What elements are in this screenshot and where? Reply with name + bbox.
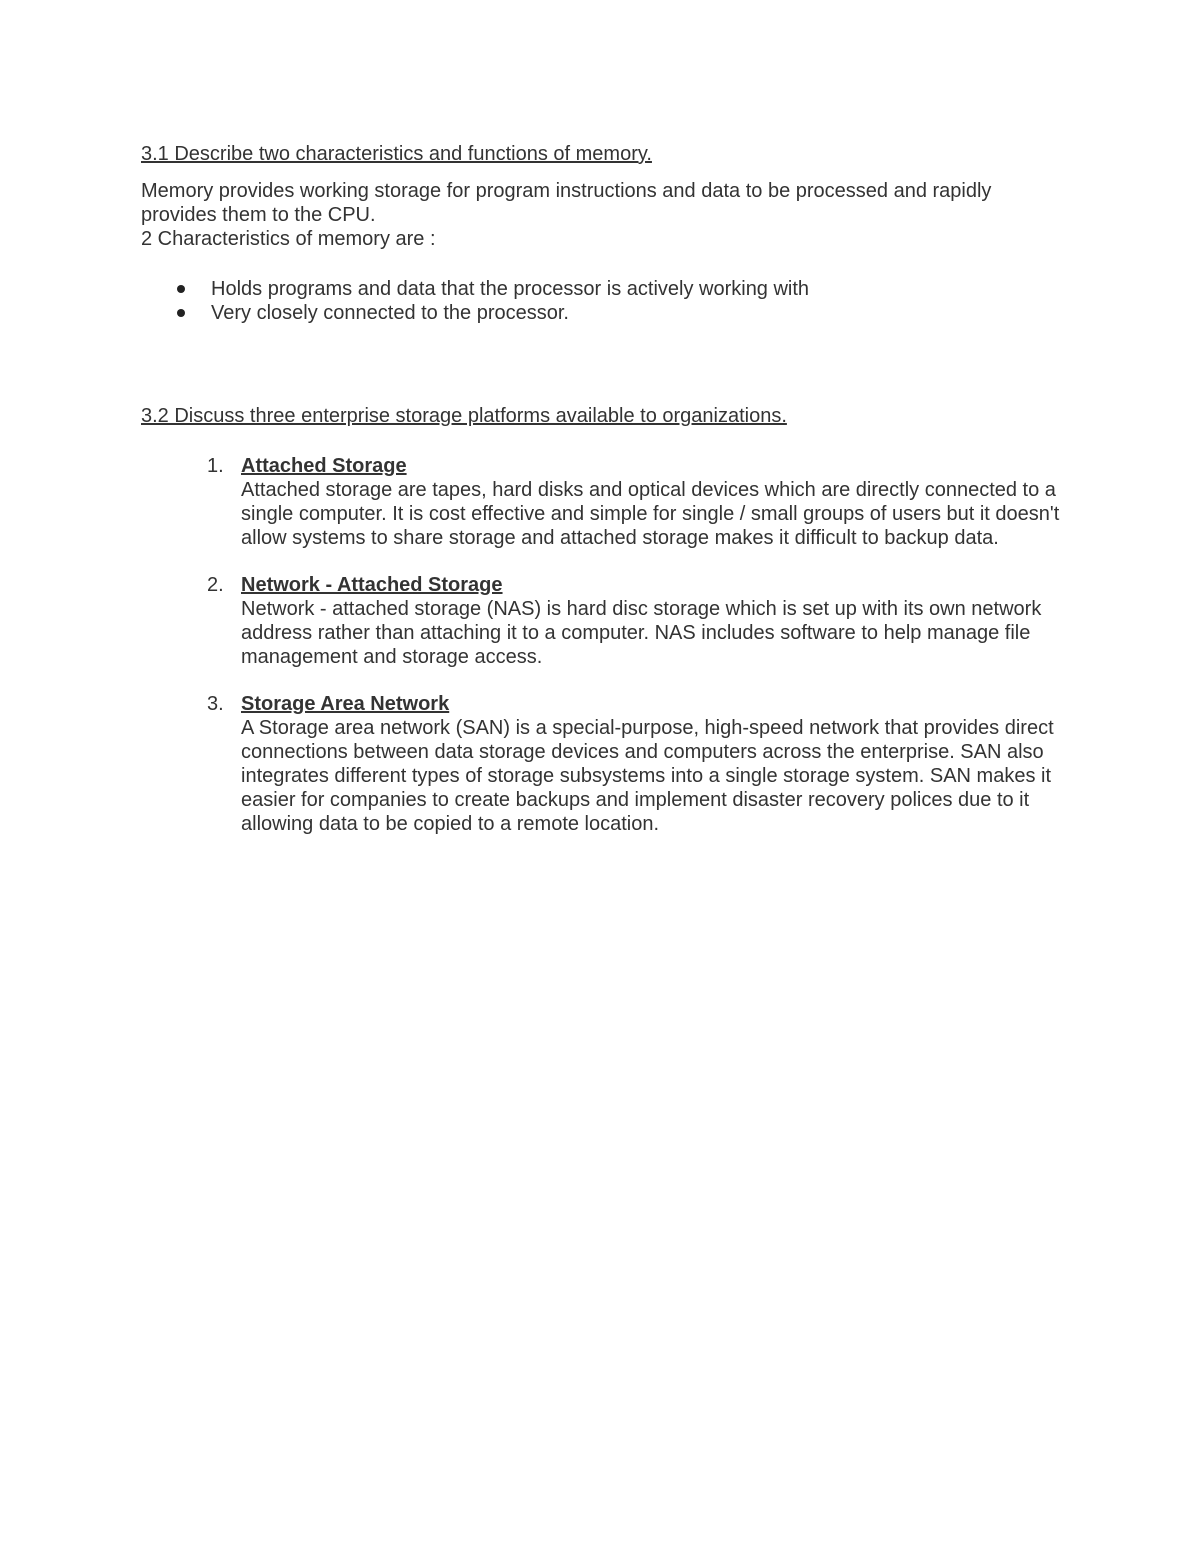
list-item: [141, 277, 1061, 301]
bullet-text: Very closely connected to the processor.: [211, 302, 569, 324]
characteristics-intro: 2 Characteristics of memory are :: [141, 228, 436, 250]
storage-platforms-list: [141, 454, 1061, 836]
list-item: [141, 692, 1061, 836]
memory-paragraph: Memory provides working storage for program instructions and data to be processed and rapidly provides them to the CPU.: [141, 180, 992, 226]
list-item: [141, 573, 1061, 669]
item-title: Attached Storage: [241, 455, 407, 477]
item-number: 1.: [207, 455, 224, 477]
bullet-icon: [177, 285, 185, 293]
list-item: [141, 454, 1061, 550]
item-body: A Storage area network (SAN) is a special-purpose, high-speed network that provides direct connections between data storage devices and computers across the enterprise. SAN also integrates different types of storage subsystems into a single storage system. SAN makes it easier for companies to create backups and implement disaster recovery polices due to it allowing data to be copied to a remote location.: [241, 717, 1054, 835]
section-2-heading: 3.2 Discuss three enterprise storage platforms available to organizations.: [141, 405, 787, 427]
section-1-heading: 3.1 Describe two characteristics and functions of memory.: [141, 143, 652, 165]
list-item: [141, 301, 1061, 325]
characteristics-list: [141, 277, 1061, 325]
item-body: Attached storage are tapes, hard disks and optical devices which are directly connected to a single computer. It is cost effective and simple for single / small groups of users but it doesn't allow systems to share storage and attached storage makes it difficult to backup data.: [241, 479, 1060, 549]
item-number: 2.: [207, 574, 224, 596]
item-title: Network - Attached Storage: [241, 574, 503, 596]
bullet-text: Holds programs and data that the processor is actively working with: [211, 278, 810, 300]
bullet-icon: [177, 309, 185, 317]
item-body: Network - attached storage (NAS) is hard disc storage which is set up with its own network address rather than attaching it to a computer. NAS includes software to help manage file management and storage access.: [241, 598, 1042, 668]
item-title: Storage Area Network: [241, 693, 450, 715]
item-number: 3.: [207, 693, 224, 715]
document-page: [141, 142, 1061, 859]
